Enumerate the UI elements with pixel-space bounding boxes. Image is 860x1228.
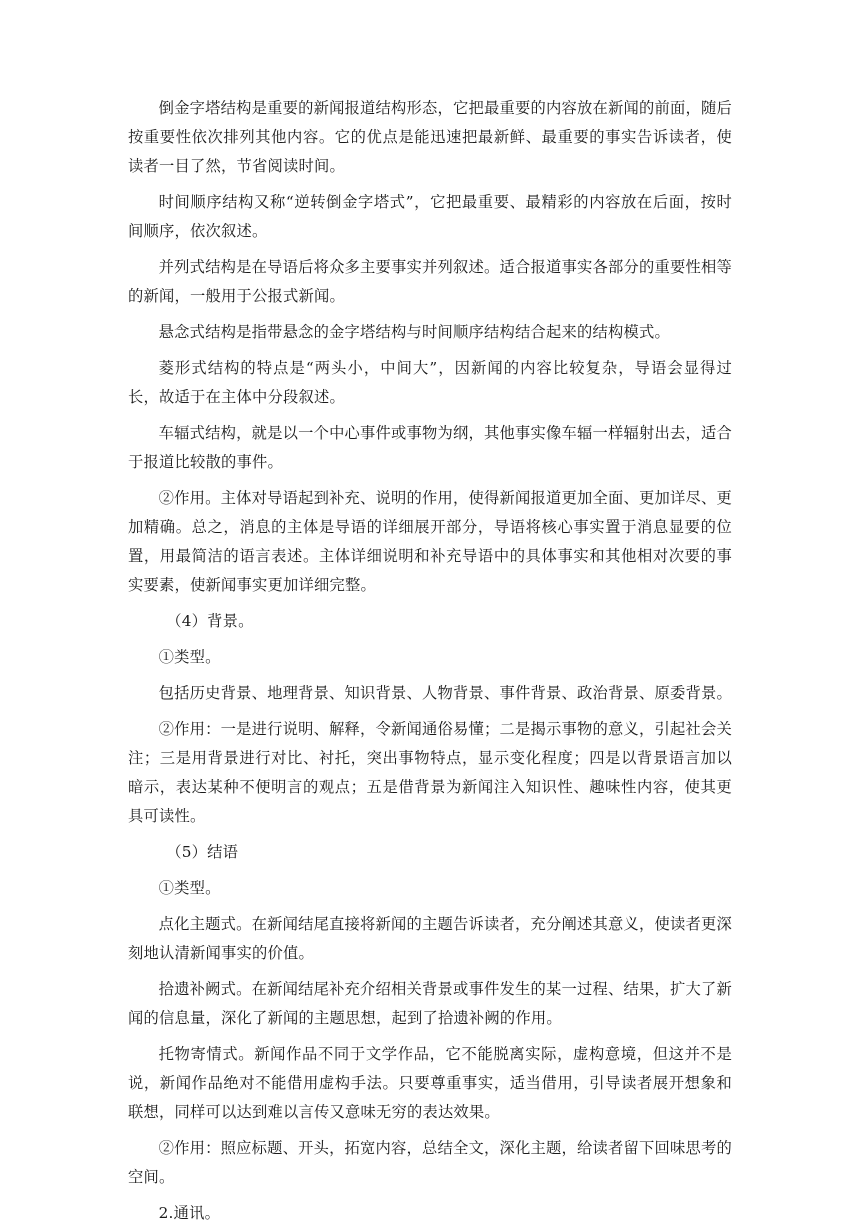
- paragraph-conclusion-function: ②作用：照应标题、开头，拓宽内容，总结全文，深化主题，给读者留下回味思考的空间。: [128, 1139, 732, 1186]
- heading-conclusion-types: ①类型。: [158, 879, 221, 897]
- paragraph-diamond: 菱形式结构的特点是“两头小，中间大”，因新闻的内容比较复杂，导语会显得过长，故适于在主体中分段叙述。: [128, 359, 732, 406]
- paragraph-inverted-pyramid: 倒金字塔结构是重要的新闻报道结构形态，它把最重要的内容放在新闻的前面，随后按重要性依次排列其他内容。它的优点是能迅速把最新鲜、最重要的事实告诉读者，使读者一目了然，节省阅读时间。: [128, 99, 732, 175]
- heading-correspondence: 2.通讯。: [158, 1204, 221, 1222]
- paragraph-parallel: 并列式结构是在导语后将众多主要事实并列叙述。适合报道事实各部分的重要性相等的新闻，一般用于公报式新闻。: [128, 258, 732, 305]
- heading-background: （4）背景。: [166, 612, 254, 630]
- paragraph-sentiment: 托物寄情式。新闻作品不同于文学作品，它不能脱离实际，虚构意境，但这并不是说，新闻作品绝对不能借用虚构手法。只要尊重事实，适当借用，引导读者展开想象和联想，同样可以达到难以言传又意味无穷的表达效果。: [128, 1045, 732, 1121]
- paragraph-suspense: 悬念式结构是指带悬念的金字塔结构与时间顺序结构结合起来的结构模式。: [158, 323, 670, 341]
- paragraph-body-function: ②作用。主体对导语起到补充、说明的作用，使得新闻报道更加全面、更加详尽、更加精确。总之，消息的主体是导语的详细展开部分，导语将核心事实置于消息显要的位置，用最简洁的语言表述。主体详细说明和补充导语中的具体事实和其他相对次要的事实要素，使新闻事实更加详细完整。: [128, 489, 732, 594]
- heading-background-types: ①类型。: [158, 648, 221, 666]
- paragraph-background-function: ②作用：一是进行说明、解释，令新闻通俗易懂；二是揭示事物的意义，引起社会关注；三是用背景进行对比、衬托，突出事物特点，显示变化程度；四是以背景语言加以暗示，表达某种不便明言的观点；五是借背景为新闻注入知识性、趣味性内容，使其更具可读性。: [128, 720, 732, 825]
- paragraph-background-types: 包括历史背景、地理背景、知识背景、人物背景、事件背景、政治背景、原委背景。: [158, 684, 732, 702]
- paragraph-supplement: 拾遗补阙式。在新闻结尾补充介绍相关背景或事件发生的某一过程、结果，扩大了新闻的信息量，深化了新闻的主题思想，起到了拾遗补阙的作用。: [128, 980, 732, 1027]
- paragraph-theme-point: 点化主题式。在新闻结尾直接将新闻的主题告诉读者，充分阐述其意义，使读者更深刻地认清新闻事实的价值。: [128, 915, 732, 962]
- paragraph-wheel: 车辐式结构，就是以一个中心事件或事物为纲，其他事实像车辐一样辐射出去，适合于报道比较散的事件。: [128, 424, 732, 471]
- document-body: [128, 94, 732, 1228]
- heading-conclusion: （5）结语: [166, 843, 239, 861]
- paragraph-chronological: 时间顺序结构又称“逆转倒金字塔式”，它把最重要、最精彩的内容放在后面，按时间顺序，依次叙述。: [128, 193, 732, 240]
